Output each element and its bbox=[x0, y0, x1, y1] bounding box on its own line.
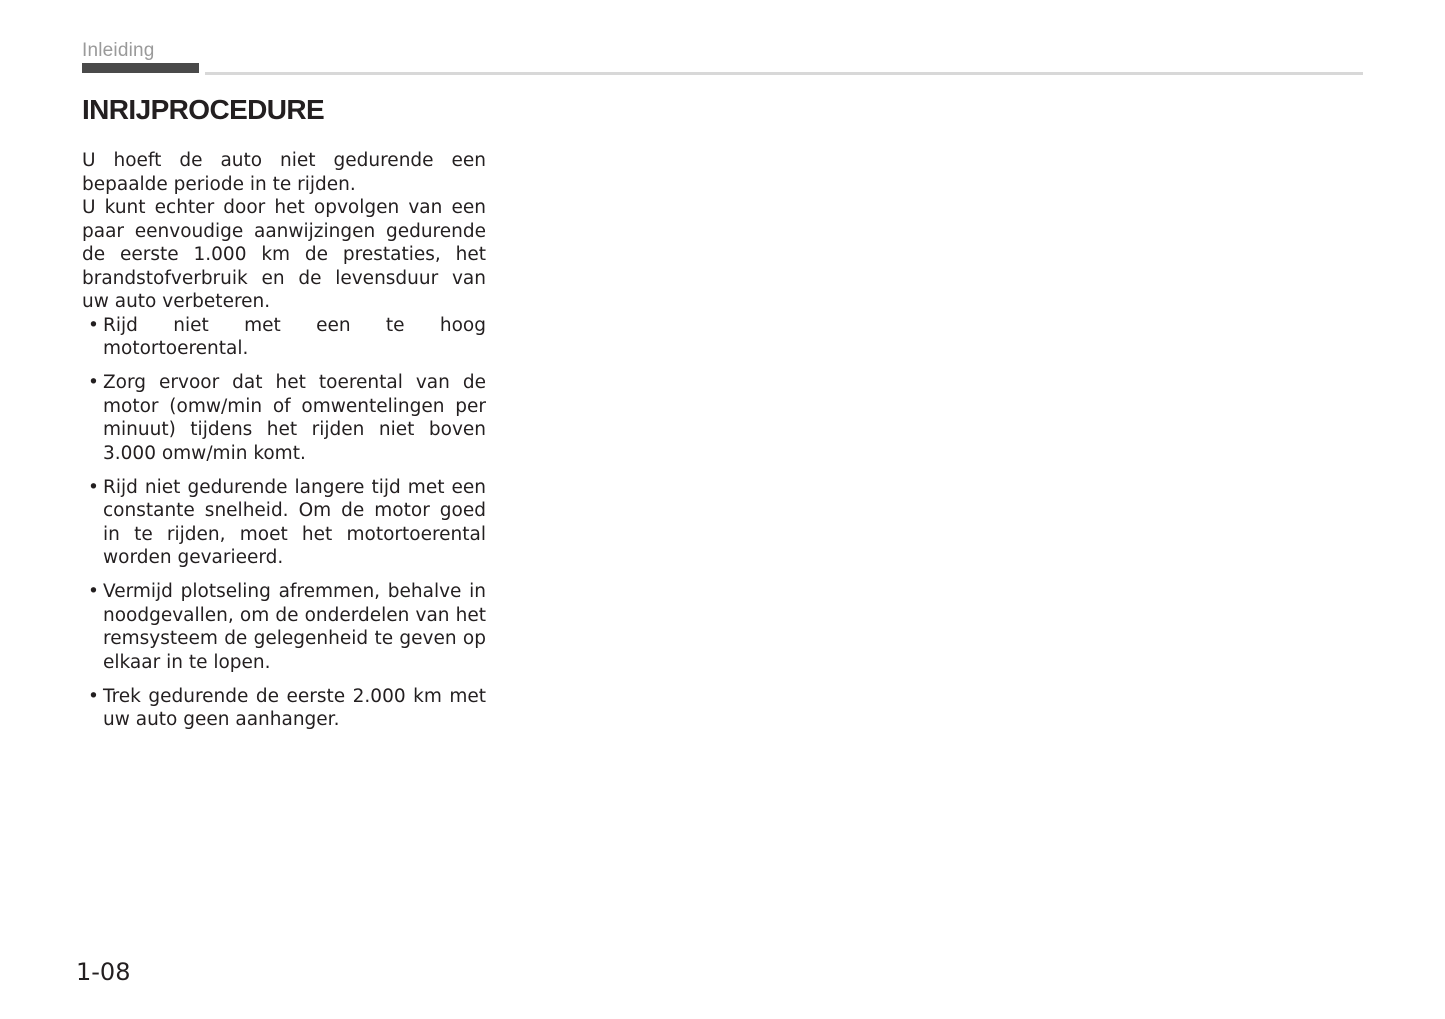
list-item bbox=[82, 314, 486, 361]
list-item-text: Rijd niet gedurende langere tijd met een constante snelheid. Om de motor goed in te rijden, moet het motortoerental worden gevarieerd. bbox=[103, 476, 486, 568]
list-item bbox=[82, 685, 486, 732]
list-item bbox=[82, 371, 486, 465]
list-item-text: Zorg ervoor dat het toerental van de motor (omw/min of omwentelingen per minuut) tijdens het rijden niet boven 3.000 omw/min komt. bbox=[103, 372, 486, 464]
bullet-icon: • bbox=[88, 685, 99, 707]
content-column bbox=[82, 149, 486, 742]
bullet-icon: • bbox=[88, 372, 99, 393]
section-tab-bar bbox=[82, 63, 199, 73]
bullet-icon: • bbox=[88, 314, 99, 336]
intro-paragraph-1: U hoeft de auto niet gedurende een bepaalde periode in te rijden. bbox=[82, 150, 486, 195]
section-label: Inleiding bbox=[82, 40, 155, 61]
bullet-icon: • bbox=[88, 476, 99, 498]
header-rule bbox=[205, 72, 1363, 75]
list-item-text: Vermijd plotseling afremmen, behalve in noodgevallen, om de onderdelen van het remsysteem de gelegenheid te geven op elkaar in te lopen. bbox=[103, 581, 486, 673]
intro-paragraph-2: U kunt echter door het opvolgen van een paar eenvoudige aanwijzingen gedurende de eerste 1.000 km de prestaties, het brandstofverbruik en de levensduur van uw auto verbeteren. bbox=[82, 197, 486, 312]
list-item-text: Rijd niet met een te hoog motortoerental. bbox=[103, 314, 486, 359]
bullet-list bbox=[82, 314, 486, 732]
page-number: 1-08 bbox=[76, 958, 131, 986]
list-item-text: Trek gedurende de eerste 2.000 km met uw auto geen aanhanger. bbox=[103, 685, 486, 730]
list-item bbox=[82, 476, 486, 570]
page-title: INRIJPROCEDURE bbox=[82, 94, 325, 125]
bullet-icon: • bbox=[88, 581, 99, 602]
list-item bbox=[82, 580, 486, 674]
